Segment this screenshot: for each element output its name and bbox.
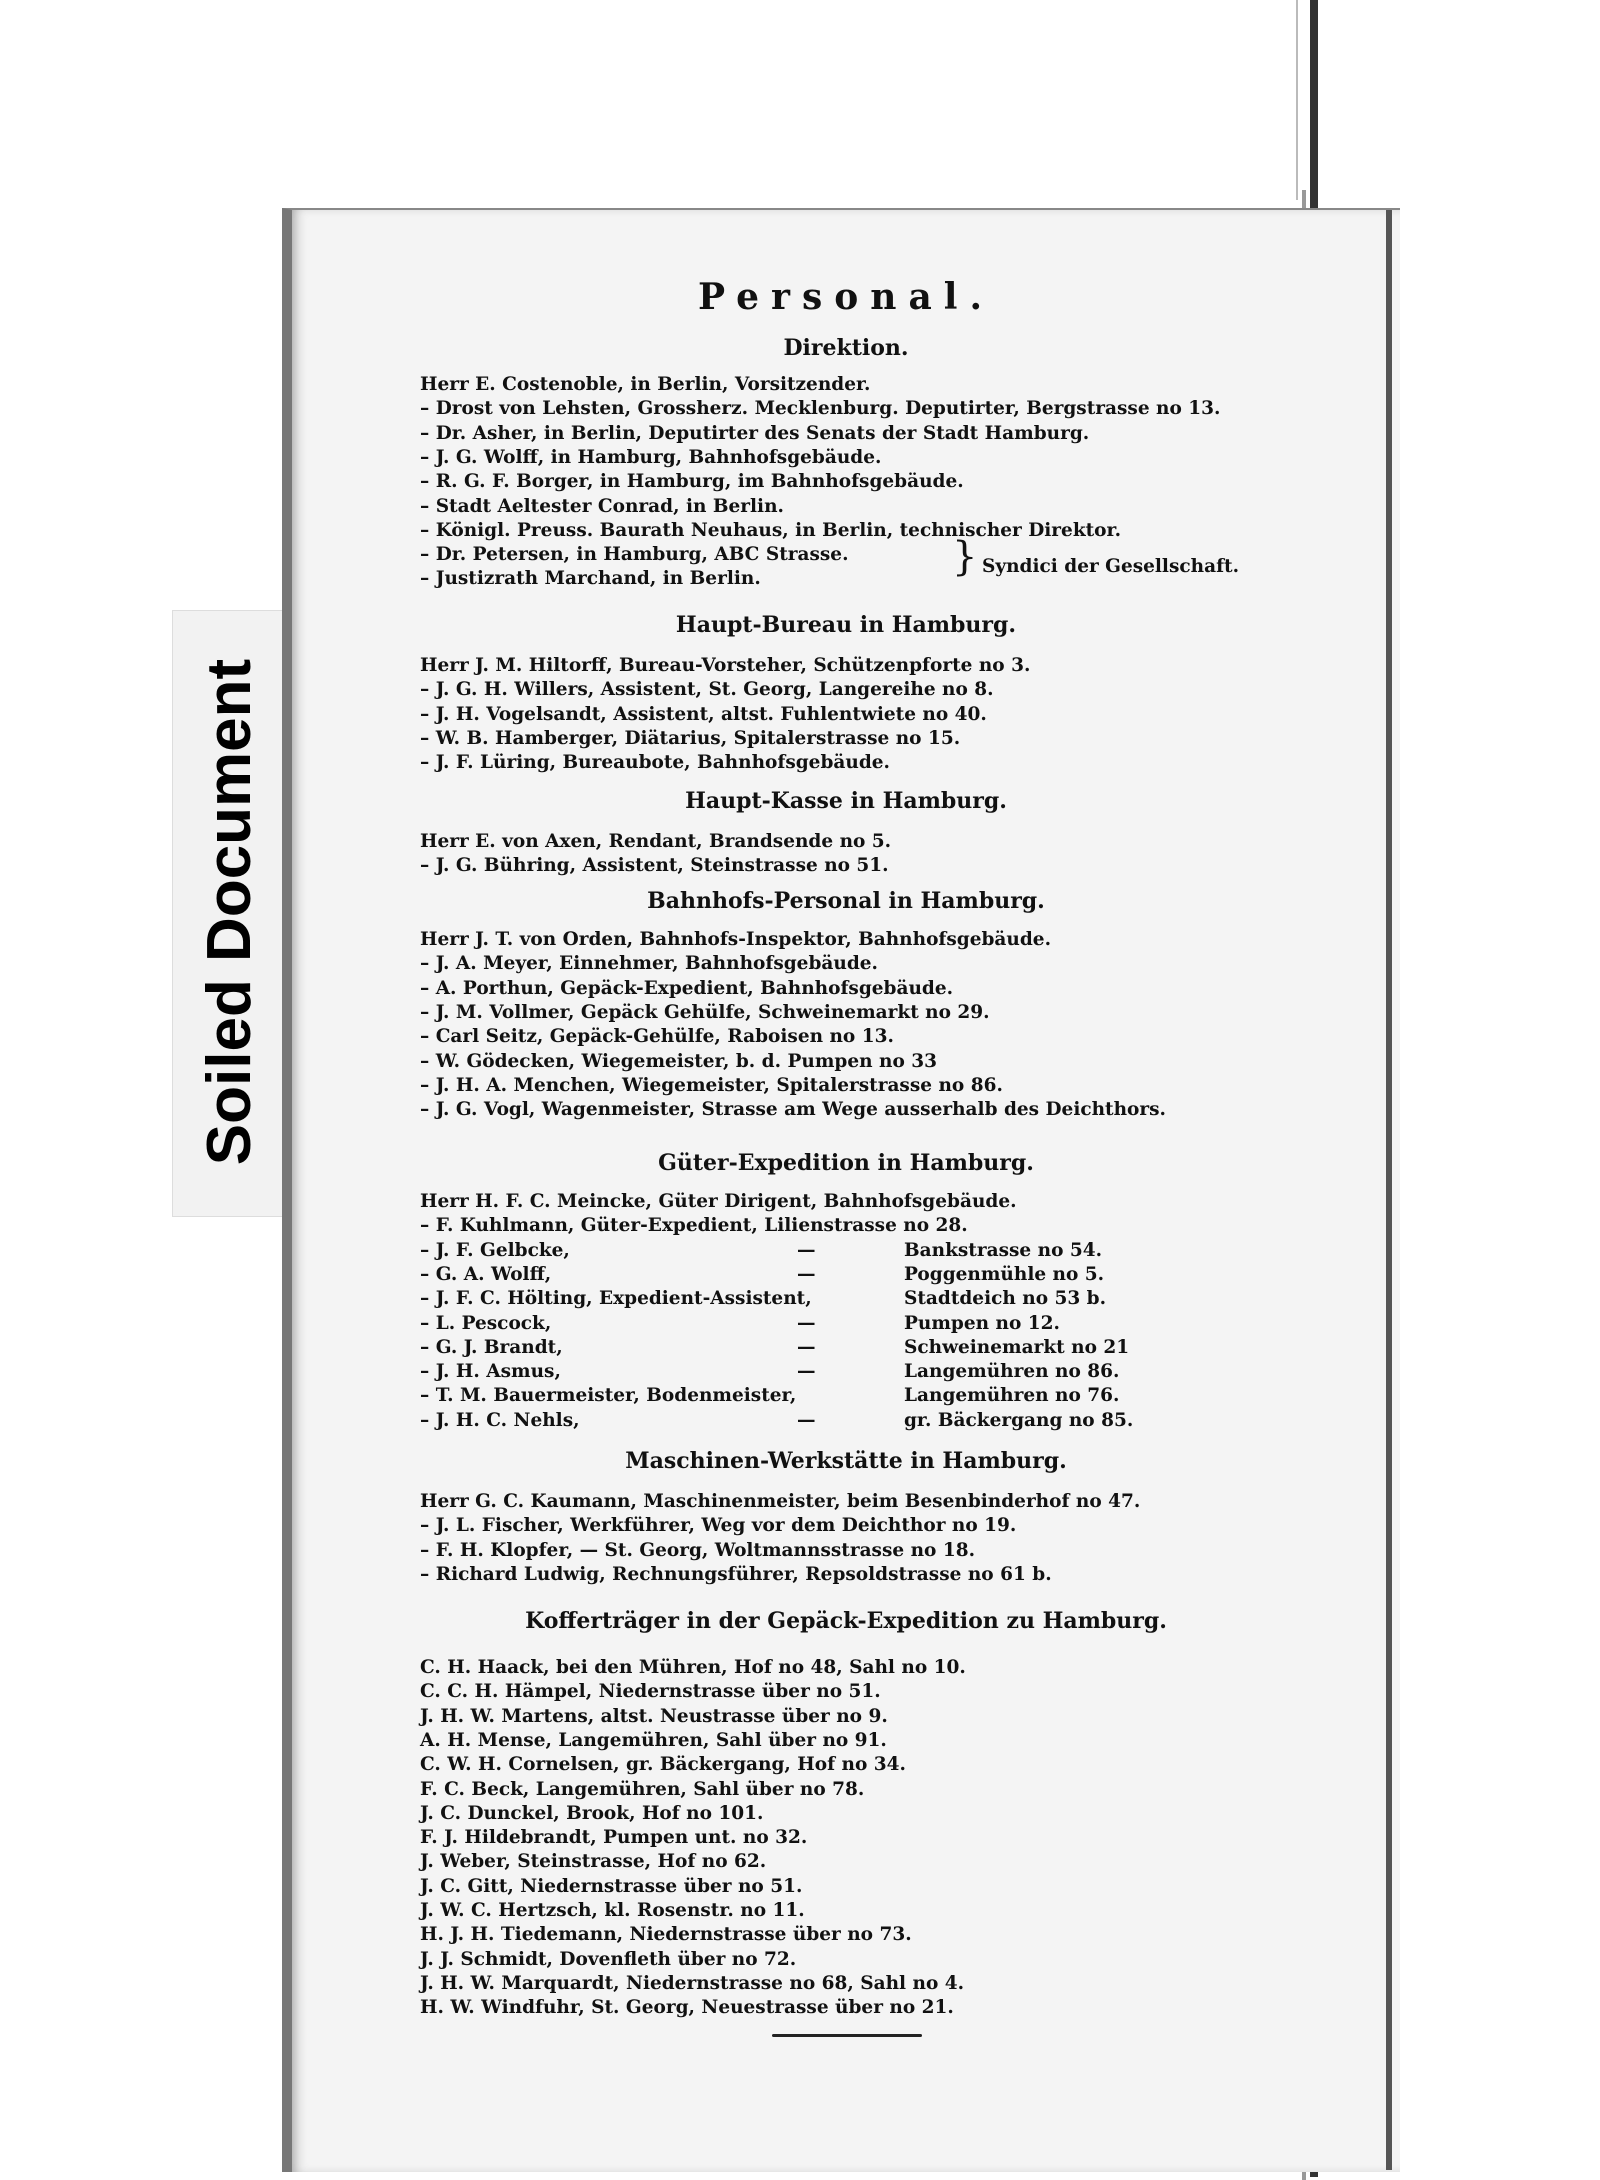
table-cell-name: – T. M. Bauermeister, Bodenmeister, (420, 1385, 797, 1407)
side-note: Syndici der Gesellschaft. (982, 556, 1240, 578)
page-edge (1386, 210, 1392, 2170)
table-cell-ditto: — (797, 1361, 816, 1383)
list-item: H. W. Windfuhr, St. Georg, Neuestrasse über no 21. (420, 1997, 954, 2019)
list-item: J. J. Schmidt, Dovenfleth über no 72. (420, 1948, 797, 1970)
list-item: – Richard Ludwig, Rechnungsführer, Repsoldstrasse no 61 b. (420, 1563, 1052, 1585)
list-item: – J. L. Fischer, Werkführer, Weg vor dem Deichthor no 19. (420, 1515, 1017, 1537)
list-item: – J. M. Vollmer, Gepäck Gehülfe, Schweinemarkt no 29. (420, 1001, 990, 1023)
list-item: – F. H. Klopfer, — St. Georg, Woltmannsstrasse no 18. (420, 1539, 976, 1561)
list-item: Herr J. T. von Orden, Bahnhofs-Inspektor, Bahnhofsgebäude. (420, 929, 1052, 950)
list-item: Herr G. C. Kaumann, Maschinenmeister, beim Besenbinderhof no 47. (420, 1491, 1141, 1512)
list-item: – J. F. Lüring, Bureaubote, Bahnhofsgebäude. (420, 752, 890, 774)
section-title: Bahnhofs-Personal in Hamburg. (647, 888, 1045, 914)
table-cell-address: Langemühren no 86. (904, 1361, 1120, 1383)
list-item: – W. Gödecken, Wiegemeister, b. d. Pumpen no 33 (420, 1050, 937, 1072)
brace-symbol: } (952, 534, 978, 581)
section-title: Haupt-Kasse in Hamburg. (685, 788, 1007, 814)
section-title: Direktion. (783, 335, 909, 361)
table-cell-name: – G. A. Wolff, (420, 1263, 552, 1285)
list-item: F. C. Beck, Langemühren, Sahl über no 78. (420, 1778, 865, 1800)
soiled-document-stamp: Soiled Document (195, 658, 264, 1166)
page-title: Personal. (698, 276, 994, 318)
table-cell-address: Schweinemarkt no 21 (904, 1336, 1130, 1358)
list-item: J. C. Dunckel, Brook, Hof no 101. (420, 1802, 764, 1824)
section-title: Haupt-Bureau in Hamburg. (675, 612, 1017, 638)
table-cell-address: gr. Bäckergang no 85. (904, 1409, 1134, 1431)
list-item: H. J. H. Tiedemann, Niedernstrasse über no 73. (420, 1924, 912, 1946)
table-cell-name: – J. H. C. Nehls, (420, 1409, 580, 1431)
list-item: C. C. H. Hämpel, Niedernstrasse über no 51. (420, 1681, 881, 1703)
list-item: – J. G. Vogl, Wagenmeister, Strasse am Wege ausserhalb des Deichthors. (420, 1099, 1166, 1121)
table-cell-address: Stadtdeich no 53 b. (904, 1288, 1107, 1310)
list-item: – J. A. Meyer, Einnehmer, Bahnhofsgebäude. (420, 953, 878, 975)
table-cell-ditto: — (797, 1409, 816, 1431)
table-cell-ditto: — (797, 1239, 816, 1261)
list-item: – Justizrath Marchand, in Berlin. (420, 568, 761, 590)
page-content (292, 210, 1400, 2172)
list-item: – Carl Seitz, Gepäck-Gehülfe, Raboisen no 13. (420, 1026, 894, 1048)
list-item: Herr J. M. Hiltorff, Bureau-Vorsteher, Schützenpforte no 3. (420, 655, 1031, 676)
scan-margin-line (1296, 0, 1298, 200)
table-cell-name: – J. F. C. Hölting, Expedient-Assistent, (420, 1288, 812, 1310)
table-cell-address: Langemühren no 76. (904, 1385, 1120, 1407)
table-cell-ditto: — (797, 1263, 816, 1285)
list-item: – Drost von Lehsten, Grossherz. Mecklenburg. Deputirter, Bergstrasse no 13. (420, 398, 1221, 420)
table-cell-address: Pumpen no 12. (904, 1312, 1060, 1334)
list-item: Herr H. F. C. Meincke, Güter Dirigent, Bahnhofsgebäude. (420, 1191, 1017, 1212)
list-item: – J. G. Bühring, Assistent, Steinstrasse no 51. (420, 855, 889, 877)
table-cell-address: Poggenmühle no 5. (904, 1263, 1105, 1285)
section-title: Maschinen-Werkstätte in Hamburg. (625, 1448, 1067, 1474)
list-item: C. H. Haack, bei den Mühren, Hof no 48, Sahl no 10. (420, 1657, 966, 1678)
table-cell-name: – J. F. Gelbcke, (420, 1239, 570, 1261)
list-item: – J. G. H. Willers, Assistent, St. Georg, Langereihe no 8. (420, 679, 994, 701)
list-item: Herr E. Costenoble, in Berlin, Vorsitzender. (420, 374, 871, 395)
document-page (282, 208, 1400, 2172)
list-item: C. W. H. Cornelsen, gr. Bäckergang, Hof no 34. (420, 1754, 906, 1776)
section-title: Güter-Expedition in Hamburg. (658, 1150, 1034, 1176)
table-cell-ditto: — (797, 1312, 816, 1334)
list-item: J. Weber, Steinstrasse, Hof no 62. (420, 1851, 767, 1873)
table-cell-name: – L. Pescock, (420, 1312, 552, 1334)
table-cell-address: Bankstrasse no 54. (904, 1239, 1103, 1261)
list-item: – J. G. Wolff, in Hamburg, Bahnhofsgebäude. (420, 446, 882, 468)
table-cell-name: – J. H. Asmus, (420, 1361, 561, 1383)
list-item: J. H. W. Martens, altst. Neustrasse über no 9. (420, 1705, 888, 1727)
list-item: F. J. Hildebrandt, Pumpen unt. no 32. (420, 1827, 808, 1849)
list-item: – J. H. Vogelsandt, Assistent, altst. Fuhlentwiete no 40. (420, 703, 987, 725)
list-item: – Dr. Asher, in Berlin, Deputirter des Senats der Stadt Hamburg. (420, 422, 1090, 444)
list-item: A. H. Mense, Langemühren, Sahl über no 91. (420, 1729, 887, 1751)
list-item: – Königl. Preuss. Baurath Neuhaus, in Berlin, technischer Direktor. (420, 519, 1122, 541)
table-cell-ditto: — (797, 1336, 816, 1358)
list-item: – W. B. Hamberger, Diätarius, Spitalerstrasse no 15. (420, 727, 961, 749)
list-item: J. W. C. Hertzsch, kl. Rosenstr. no 11. (420, 1900, 805, 1921)
list-item: – A. Porthun, Gepäck-Expedient, Bahnhofsgebäude. (420, 977, 954, 999)
list-item: J. C. Gitt, Niedernstrasse über no 51. (420, 1875, 803, 1897)
list-item: – R. G. F. Borger, in Hamburg, im Bahnhofsgebäude. (420, 471, 964, 493)
list-item: – J. H. A. Menchen, Wiegemeister, Spitalerstrasse no 86. (420, 1074, 1003, 1096)
list-item: – F. Kuhlmann, Güter-Expedient, Lilienstrasse no 28. (420, 1215, 968, 1237)
list-item: – Dr. Petersen, in Hamburg, ABC Strasse. (420, 544, 849, 566)
closing-rule (772, 2034, 922, 2037)
list-item: – Stadt Aeltester Conrad, in Berlin. (420, 495, 784, 517)
section-title: Kofferträger in der Gepäck-Expedition zu Hamburg. (525, 1608, 1167, 1634)
list-item: Herr E. von Axen, Rendant, Brandsende no 5. (420, 831, 892, 852)
table-cell-name: – G. J. Brandt, (420, 1336, 563, 1358)
list-item: J. H. W. Marquardt, Niedernstrasse no 68, Sahl no 4. (420, 1972, 965, 1994)
